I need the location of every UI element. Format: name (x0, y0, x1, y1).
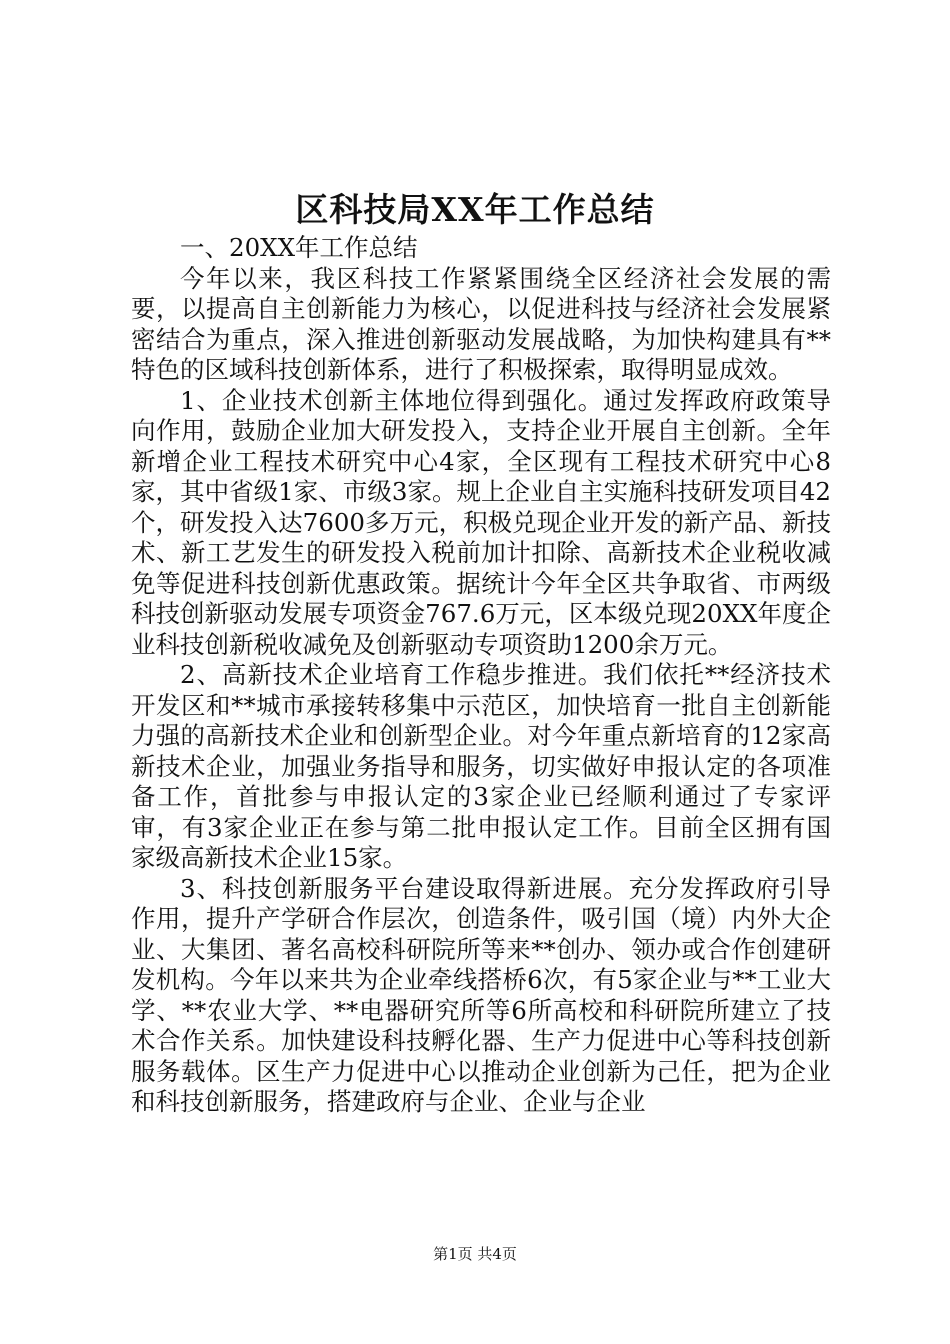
document-body (131, 233, 831, 1118)
page-number-footer: 第1页 共4页 (433, 1245, 517, 1263)
intro-paragraph: 今年以来，我区科技工作紧紧围绕全区经济社会发展的需要，以提高自主创新能力为核心，以促进科技与经济社会发展紧密结合为重点，深入推进创新驱动发展战略，为加快构建具有**特色的区域科技创新体系，进行了积极探索，取得明显成效。 (131, 263, 831, 384)
paragraph-item-3: 3、科技创新服务平台建设取得新进展。充分发挥政府引导作用，提升产学研合作层次，创造条件，吸引国（境）内外大企业、大集团、著名高校科研院所等来**创办、领办或合作创建研发机构。今年以来共为企业牵线搭桥6次，有5家企业与**工业大学、**农业大学、**电器研究所等6所高校和科研院所建立了技术合作关系。加快建设科技孵化器、生产力促进中心等科技创新服务载体。区生产力促进中心以推动企业创新为己任，把为企业和科技创新服务，搭建政府与企业、企业与企业 (131, 873, 831, 1116)
section-heading: 一、20XX年工作总结 (180, 233, 418, 262)
paragraph-item-2: 2、高新技术企业培育工作稳步推进。我们依托**经济技术开发区和**城市承接转移集中示范区，加快培育一批自主创新能力强的高新技术企业和创新型企业。对今年重点新培育的12家高新技术企业，加强业务指导和服务，切实做好申报认定的各项准备工作，首批参与申报认定的3家企业已经顺利通过了专家评审，有3家企业正在参与第二批申报认定工作。目前全区拥有国家级高新技术企业15家。 (131, 660, 831, 872)
document-title: 区科技局XX年工作总结 (295, 190, 655, 229)
paragraph-item-1: 1、企业技术创新主体地位得到强化。通过发挥政府政策导向作用，鼓励企业加大研发投入，支持企业开展自主创新。全年新增企业工程技术研究中心4家，全区现有工程技术研究中心8家，其中省级1家、市级3家。规上企业自主实施科技研发项目42个，研发投入达7600多万元，积极兑现企业开发的新产品、新技术、新工艺发生的研发投入税前加计扣除、高新技术企业税收减免等促进科技创新优惠政策。据统计今年全区共争取省、市两级科技创新驱动发展专项资金767.6万元，区本级兑现20XX年度企业科技创新税收减免及创新驱动专项资助1200余万元。 (131, 385, 831, 659)
